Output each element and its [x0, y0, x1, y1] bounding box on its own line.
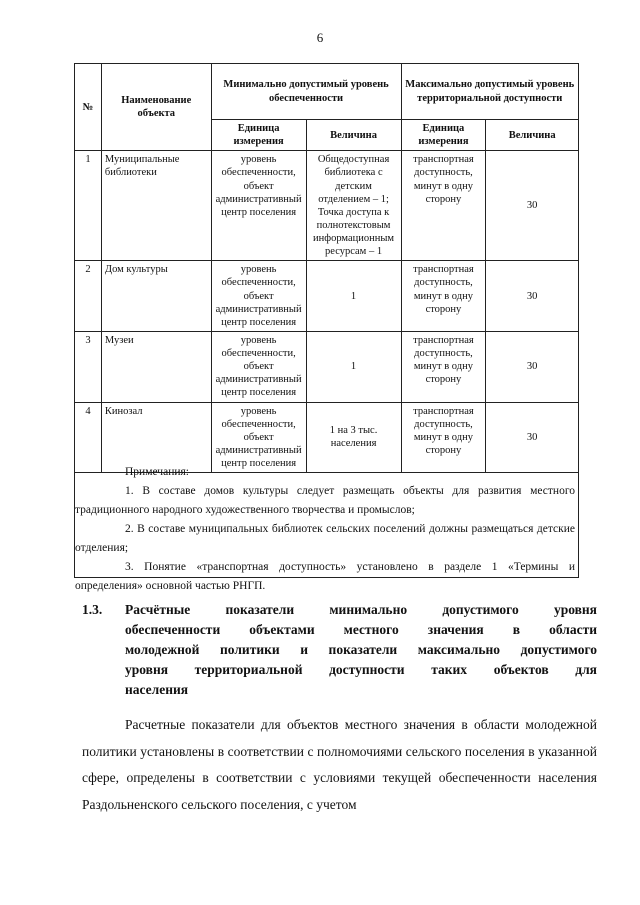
- header-min-value: Величина: [306, 120, 401, 151]
- header-max-level: Максимально допустимый уровень территориальной доступности: [401, 64, 578, 120]
- row-max-value: 30: [486, 151, 579, 261]
- row-min-value: 1: [306, 331, 401, 402]
- body-text: [82, 712, 597, 818]
- section-title-line: молодежной политики и показатели максимально допустимого: [125, 642, 597, 657]
- header-name: Наименование объекта: [101, 64, 211, 151]
- table-row: [75, 151, 579, 261]
- section-title-line: обеспеченности объектами местного значения в области: [125, 622, 597, 637]
- row-min-unit: уровень обеспеченности, объект административный центр поселения: [211, 402, 306, 473]
- row-max-unit: транспортная доступность, минут в одну сторону: [401, 151, 486, 261]
- table-notes: [74, 463, 579, 592]
- row-name: Муниципальные библиотеки: [101, 151, 211, 261]
- header-num: №: [75, 64, 102, 151]
- row-max-unit: транспортная доступность, минут в одну сторону: [401, 261, 486, 332]
- row-num: 1: [75, 151, 102, 261]
- row-min-value: 1 на 3 тыс. населения: [306, 402, 401, 473]
- row-max-unit: транспортная доступность, минут в одну сторону: [401, 402, 486, 473]
- row-name: Музеи: [101, 331, 211, 402]
- table-row: [75, 331, 579, 402]
- row-min-unit: уровень обеспеченности, объект административный центр поселения: [211, 151, 306, 261]
- note-item: 3. Понятие «транспортная доступность» установлено в разделе 1 «Термины и определения» основной частью РНГП.: [75, 561, 575, 592]
- row-name: Дом культуры: [101, 261, 211, 332]
- body-paragraph: Расчетные показатели для объектов местного значения в области молодежной политики установлены в соответствии с полномочиями сельского поселения в указанной сфере, определены в соответствии с условиями текущей обеспеченности населения Раздольненского сельского поселения, с учетом: [82, 717, 597, 812]
- row-max-value: 30: [486, 331, 579, 402]
- page-number: 6: [316, 30, 324, 45]
- row-min-unit: уровень обеспеченности, объект административный центр поселения: [211, 261, 306, 332]
- row-max-unit: транспортная доступность, минут в одну сторону: [401, 331, 486, 402]
- row-min-value: Общедоступная библиотека с детским отделением – 1; Точка доступа к полнотекстовым информационным ресурсам – 1: [306, 151, 401, 261]
- row-max-value: 30: [486, 261, 579, 332]
- facilities-norms-table: [74, 63, 579, 473]
- note-item: 1. В составе домов культуры следует размещать объекты для развития местного традиционного народного художественного творчества и промыслов;: [75, 485, 575, 516]
- section-heading: [82, 600, 597, 700]
- row-min-value: 1: [306, 261, 401, 332]
- row-name: Кинозал: [101, 402, 211, 473]
- row-min-unit: уровень обеспеченности, объект административный центр поселения: [211, 331, 306, 402]
- row-num: 2: [75, 261, 102, 332]
- table-row: [75, 261, 579, 332]
- header-max-value: Величина: [486, 120, 579, 151]
- row-num: 4: [75, 402, 102, 473]
- section-number: 1.3.: [82, 602, 103, 617]
- section-title-line: Расчётные показатели минимально допустимого уровня: [125, 602, 597, 617]
- header-max-unit: Единица измерения: [401, 120, 486, 151]
- header-min-level: Минимально допустимый уровень обеспеченности: [211, 64, 401, 120]
- row-max-value: 30: [486, 402, 579, 473]
- section-title-line: населения: [125, 682, 189, 697]
- row-num: 3: [75, 331, 102, 402]
- section-title-line: уровня территориальной доступности таких объектов для: [125, 662, 597, 677]
- note-item: 2. В составе муниципальных библиотек сельских поселений должны размещаться детские отделения;: [75, 523, 575, 554]
- notes-title: Примечания:: [125, 466, 189, 478]
- header-min-unit: Единица измерения: [211, 120, 306, 151]
